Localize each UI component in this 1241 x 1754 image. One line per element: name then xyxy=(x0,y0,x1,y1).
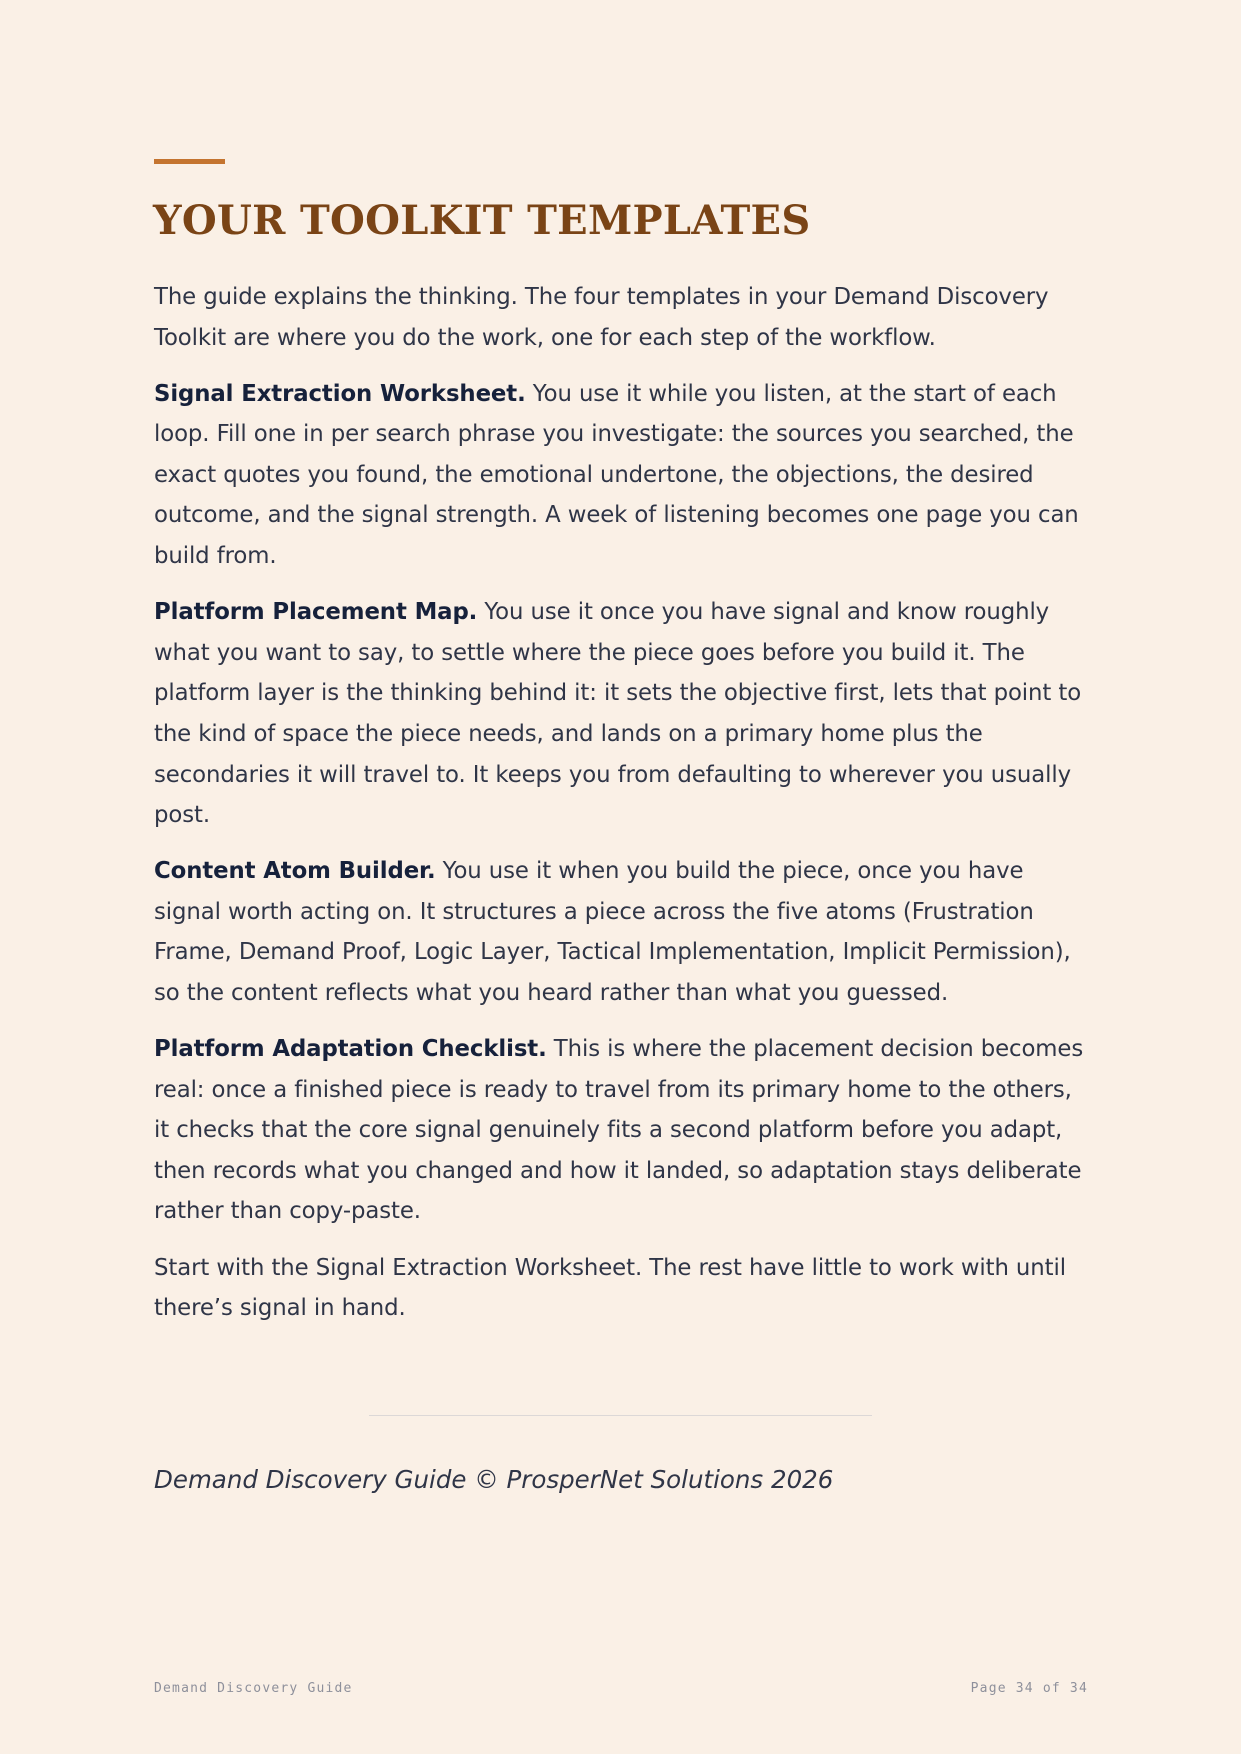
template-paragraph-platform-adaptation xyxy=(154,1029,1094,1232)
template-paragraph-platform-placement xyxy=(154,592,1094,836)
page-title: YOUR TOOLKIT TEMPLATES xyxy=(153,197,811,244)
template-name: Platform Placement Map. xyxy=(154,599,478,626)
template-description: You use it once you have signal and know roughly what you want to say, to settle where the piece goes before you build it. The platform layer is the thinking behind it: it sets the objective first, lets that point to the kind of space the piece needs, and lands on a primary home plus the secondaries it will travel to. It keeps you from defaulting to wherever you usually post. xyxy=(154,599,1082,829)
template-description: This is where the placement decision becomes real: once a finished piece is ready to travel from its primary home to the others, it checks that the core signal genuinely fits a second platform before you adapt, then records what you changed and how it landed, so adaptation stays deliberate rather than copy-paste. xyxy=(154,1036,1084,1225)
closing-paragraph: Start with the Signal Extraction Worksheet. The rest have little to work with until there’s signal in hand. xyxy=(154,1254,1066,1322)
template-name: Signal Extraction Worksheet. xyxy=(154,380,526,407)
intro-paragraph: The guide explains the thinking. The four templates in your Demand Discovery Toolkit are where you do the work, one for each step of the workflow. xyxy=(154,284,1049,351)
accent-rule xyxy=(154,159,225,164)
footer-page-number: Page 34 of 34 xyxy=(970,1681,1088,1696)
template-description: You use it when you build the piece, once you have signal worth acting on. It structures a piece across the five atoms (Frustration Frame, Demand Proof, Logic Layer, Tactical Implementation, Implicit Permission), so the content reflects what you heard rather than what you guessed. xyxy=(154,858,1071,1006)
template-paragraph-signal-extraction xyxy=(154,374,1094,577)
template-description: You use it while you listen, at the start of each loop. Fill one in per search phrase you investigate: the sources you searched, the exact quotes you found, the emotional undertone, the objections, the desired outcome, and the signal strength. A week of listening becomes one page you can build from. xyxy=(154,380,1079,570)
section-divider xyxy=(369,1415,872,1416)
body-text xyxy=(154,277,1094,1344)
copyright-line: Demand Discovery Guide © ProsperNet Solutions 2026 xyxy=(154,1465,834,1494)
template-name: Platform Adaptation Checklist. xyxy=(154,1036,547,1063)
template-name: Content Atom Builder. xyxy=(154,858,436,885)
template-paragraph-content-atom xyxy=(154,851,1094,1013)
footer-document-title: Demand Discovery Guide xyxy=(154,1681,353,1696)
